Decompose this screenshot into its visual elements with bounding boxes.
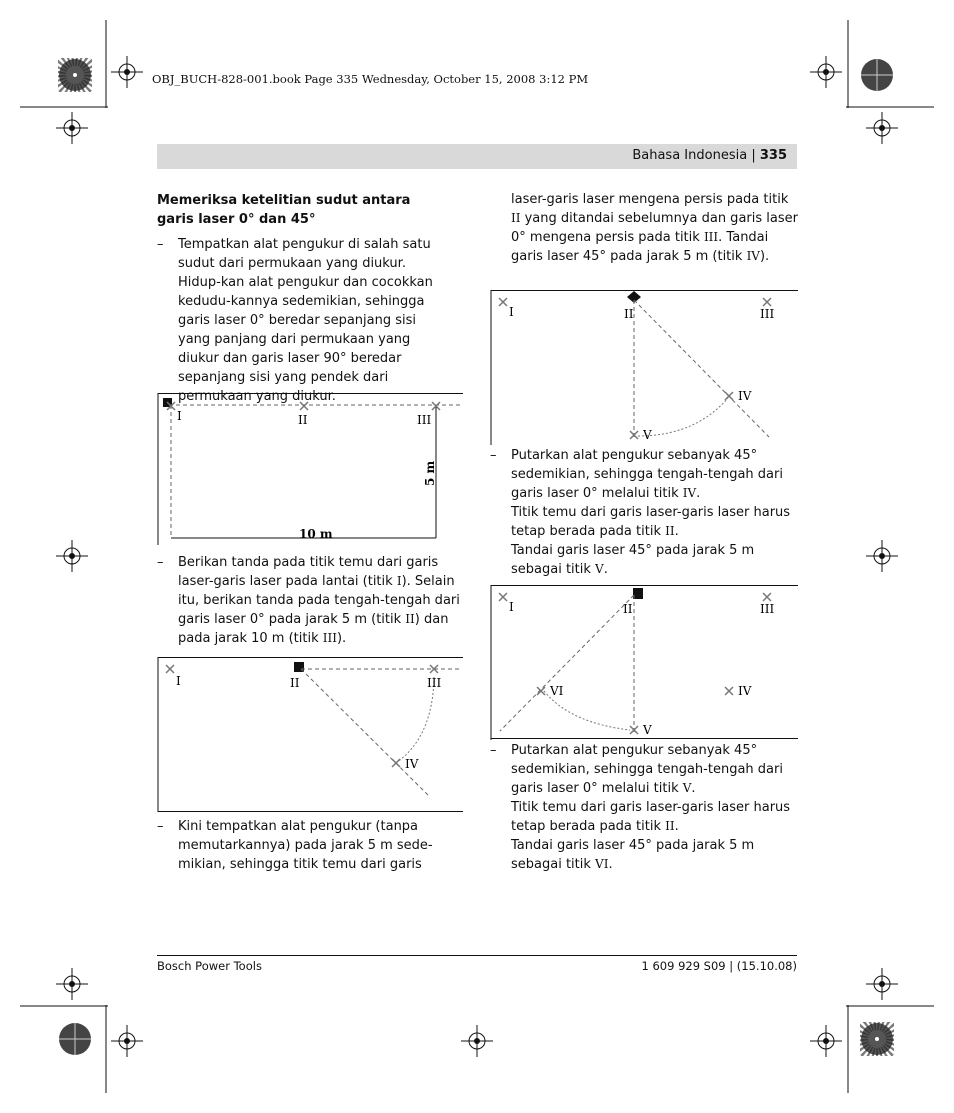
- point-label: I: [176, 674, 181, 688]
- list-item: – Tempatkan alat pengukur di salah satu sudut dari permukaan yang diukur. Hidup-kan alat pengukur dan cocokkan kedudu-kannya sedemikian, sehingga garis laser 0° beredar sepanjang sisi yang panjang dari permukaan yang diukur dan garis laser 90° beredar sepanjang sisi yang pendek dari permukaan yang diukur.: [157, 235, 447, 406]
- color-starburst-icon: [860, 1022, 894, 1056]
- point-label: VI: [550, 684, 564, 698]
- point-label: I: [177, 409, 182, 423]
- left-column-3: [157, 817, 462, 874]
- right-column-2: [490, 446, 798, 579]
- left-column-2: [157, 553, 462, 648]
- figure-4-diagram: [490, 585, 798, 740]
- right-column-3: [490, 741, 798, 874]
- list-item: – Putarkan alat pengukur sebanyak 45° sedemikian, sehingga tengah-tengah dari garis laser 0° melalui titik V. Titik temu dari garis laser-garis laser harus tetap berada pada titik II. Tandai garis laser 45° pada jarak 5 m sebagai titik VI.: [490, 741, 798, 874]
- point-label: V: [643, 723, 652, 737]
- list-item: – Kini tempatkan alat pengukur (tanpa memutarkannya) pada jarak 5 m sede-mikian, sehingga titik temu dari garis: [157, 817, 462, 874]
- point-label: V: [643, 428, 652, 442]
- item-text: Tempatkan alat pengukur di salah satu sudut dari permukaan yang diukur. Hidup-kan alat pengukur dan cocokkan kedudu-kannya sedemikian, sehingga garis laser 0° beredar sepanjang sisi yang panjang dari permukaan yang diukur dan garis laser 90° beredar sepanjang sisi yang pendek dari permukaan yang diukur.: [178, 237, 433, 404]
- registration-target-icon: [111, 56, 143, 88]
- registration-target-icon: [866, 540, 898, 572]
- dimension-label-10m: 10 m: [299, 527, 333, 541]
- registration-target-icon: [810, 56, 842, 88]
- figure-1-diagram: [157, 393, 463, 545]
- point-label: III: [417, 413, 432, 427]
- header-text: [632, 148, 797, 163]
- point-label: I: [509, 305, 514, 319]
- registration-target-icon: [56, 540, 88, 572]
- footer-rule: [157, 955, 797, 956]
- registration-target-icon: [866, 968, 898, 1000]
- registration-target-icon: [810, 1025, 842, 1057]
- registration-target-icon: [461, 1025, 493, 1057]
- point-label: III: [760, 602, 775, 616]
- page-number: 335: [759, 148, 787, 163]
- registration-target-icon: [866, 112, 898, 144]
- color-starburst-icon: [58, 58, 92, 92]
- registration-target-icon: [56, 112, 88, 144]
- point-label: II: [298, 413, 308, 427]
- dimension-label-5m: 5 m: [423, 460, 437, 486]
- header-separator: |: [751, 148, 756, 163]
- registration-target-icon: [56, 968, 88, 1000]
- figure-3-diagram: [490, 290, 798, 445]
- footer-doc-id: 1 609 929 S09 | (15.10.08): [641, 959, 797, 973]
- point-label: IV: [738, 389, 752, 403]
- point-label: IV: [405, 757, 419, 771]
- item-text: Putarkan alat pengukur sebanyak 45° sedemikian, sehingga tengah-tengah dari garis laser 0° melalui titik IV. Titik temu dari garis laser-garis laser harus tetap berada pada titik II. Tandai garis laser 45° pada jarak 5 m sebagai titik V.: [511, 448, 791, 577]
- item-text: Berikan tanda pada titik temu dari garis laser-garis laser pada lantai (titik I). Selain itu, berikan tanda pada tengah-tengah dari garis laser 0° pada jarak 5 m (titik II) dan pada jarak 10 m (titik III).: [178, 555, 460, 646]
- list-item: – Berikan tanda pada titik temu dari garis laser-garis laser pada lantai (titik I). Selain itu, berikan tanda pada tengah-tengah dari garis laser 0° pada jarak 5 m (titik II) dan pada jarak 10 m (titik III).: [157, 553, 462, 648]
- point-label: III: [427, 676, 442, 690]
- item-text: Kini tempatkan alat pengukur (tanpa memutarkannya) pada jarak 5 m sede-mikian, sehingga titik temu dari garis: [178, 819, 433, 872]
- point-label: III: [760, 307, 775, 321]
- right-column-1: laser-garis laser mengena persis pada titik II yang ditandai sebelumnya dan garis laser 0° mengena persis pada titik III. Tandai garis laser 45° pada jarak 5 m (titik IV).: [511, 192, 798, 264]
- page-header: [157, 144, 797, 169]
- point-label: II: [290, 676, 300, 690]
- section-heading: Memeriksa ketelitian sudut antara garis laser 0° dan 45°: [157, 193, 411, 227]
- color-starburst-icon: [58, 1022, 92, 1056]
- item-text: Putarkan alat pengukur sebanyak 45° sedemikian, sehingga tengah-tengah dari garis laser 0° melalui titik V. Titik temu dari garis laser-garis laser harus tetap berada pada titik II. Tandai garis laser 45° pada jarak 5 m sebagai titik VI.: [511, 743, 791, 872]
- registration-target-icon: [111, 1025, 143, 1057]
- figure-2-diagram: [157, 657, 463, 812]
- footer-publisher: Bosch Power Tools: [157, 959, 262, 973]
- point-label: II: [623, 602, 633, 616]
- color-starburst-icon: [860, 58, 894, 92]
- point-label: II: [624, 307, 634, 321]
- list-item: – Putarkan alat pengukur sebanyak 45° sedemikian, sehingga tengah-tengah dari garis laser 0° melalui titik IV. Titik temu dari garis laser-garis laser harus tetap berada pada titik II. Tandai garis laser 45° pada jarak 5 m sebagai titik V.: [490, 446, 798, 579]
- slug-line: OBJ_BUCH-828-001.book Page 335 Wednesday, October 15, 2008 3:12 PM: [152, 72, 589, 86]
- point-label: I: [509, 600, 514, 614]
- header-language: Bahasa Indonesia: [632, 148, 748, 163]
- left-column: [157, 191, 447, 406]
- point-label: IV: [738, 684, 752, 698]
